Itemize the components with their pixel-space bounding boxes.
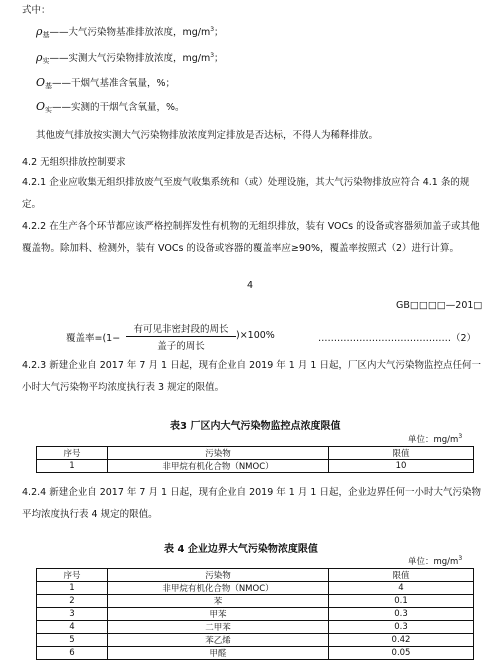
table-header-row xyxy=(37,447,474,460)
table3-caption: 表3 厂区内大气污染物监控点浓度限值 xyxy=(170,421,341,432)
table-row xyxy=(37,634,474,647)
table3 xyxy=(36,446,474,473)
table-row xyxy=(37,647,474,660)
table-cell: 1 xyxy=(37,582,108,595)
table-row xyxy=(37,460,474,473)
table4-unit: 单位：$mg/m^3$ xyxy=(408,555,463,567)
table-row xyxy=(37,582,474,595)
definition-superscript: 3 xyxy=(210,26,215,33)
table-cell: 苯 xyxy=(108,595,329,608)
table-header-cell: 限值 xyxy=(329,569,474,582)
definition-symbol: ρ xyxy=(36,51,43,64)
definition-o-measured xyxy=(36,99,185,115)
table-cell: 0.3 xyxy=(329,621,474,634)
definition-tail: ； xyxy=(214,53,224,64)
definition-subscript: 实 xyxy=(45,106,53,114)
paragraph-4-2-1: 4.2.1 企业应收集无组织排放废气至废气收集系统和（或）处理设施，其大气污染物排放应符合 4.1 条的规定。 xyxy=(22,177,470,210)
paragraph-4-2-2: 4.2.2 在生产各个环节都应该严格控制挥发性有机物的无组织排放，装有 VOCs 的设备或容器须加盖子或其他覆盖物。除加料、检测外，装有 VOCs 的设备或容器的覆盖率应≥90%，覆盖率按照式（2）进行计算。 xyxy=(22,221,480,254)
table-cell: 二甲苯 xyxy=(108,621,329,634)
dilution-note: 其他废气排放按实测大气污染物排放浓度判定排放是否达标，不得人为稀释排放。 xyxy=(36,130,379,141)
table-cell: 非甲烷有机化合物（NMOC） xyxy=(108,460,329,473)
formula-denominator: 盖子的周长 xyxy=(157,341,205,352)
definition-subscript: 基 xyxy=(42,31,50,39)
table-row xyxy=(37,595,474,608)
table4 xyxy=(36,568,474,660)
table-cell: 2 xyxy=(37,595,108,608)
table-cell: 0.3 xyxy=(329,608,474,621)
table-cell: 5 xyxy=(37,634,108,647)
definition-subscript: 基 xyxy=(45,82,53,90)
table-cell: 1 xyxy=(37,460,108,473)
table-cell: 0.1 xyxy=(329,595,474,608)
table-cell: 0.42 xyxy=(329,634,474,647)
table-cell: 苯乙烯 xyxy=(108,634,329,647)
table-header-cell: 污染物 xyxy=(108,447,329,460)
table-cell: 6 xyxy=(37,647,108,660)
table-cell: 3 xyxy=(37,608,108,621)
formula-fraction xyxy=(126,321,236,352)
table-row xyxy=(37,621,474,634)
table-cell: 甲苯 xyxy=(108,608,329,621)
formula-rhs: )×100% xyxy=(236,330,275,341)
table3-unit: 单位：$mg/m^3$ xyxy=(408,433,463,445)
definition-symbol: O xyxy=(36,100,46,113)
table-cell: 4 xyxy=(37,621,108,634)
paragraph-4-2-3: 4.2.3 新建企业自 2017 年 7 月 1 日起，现有企业自 2019 年 1 月 1 日起，厂区内大气污染物监控点任何一小时大气污染物平均浓度执行表 3 规定的限值。 xyxy=(22,360,481,393)
definition-o-base xyxy=(36,75,175,91)
table-header-cell: 污染物 xyxy=(108,569,329,582)
table-cell: 甲醛 xyxy=(108,647,329,660)
table-header-cell: 限值 xyxy=(329,447,474,460)
table-cell: 非甲烷有机化合物（NMOC） xyxy=(108,582,329,595)
definition-text: ——大气污染物基准排放浓度，mg/m xyxy=(49,27,211,38)
definition-symbol: O xyxy=(36,76,46,89)
definition-rho-measured xyxy=(36,50,224,66)
table-header-cell: 序号 xyxy=(37,447,108,460)
definition-rho-base xyxy=(36,24,224,40)
table-row xyxy=(37,608,474,621)
definition-symbol: ρ xyxy=(36,25,43,38)
definition-tail: ； xyxy=(214,27,224,38)
definition-superscript: 3 xyxy=(210,52,215,59)
table-cell: 4 xyxy=(329,582,474,595)
formula-legend-intro: 式中： xyxy=(22,5,51,16)
formula-lhs: 覆盖率=(1− xyxy=(66,333,121,344)
document-code: GB□□□□—201□ xyxy=(396,300,483,311)
definition-text: ——实测的干烟气含氧量，%。 xyxy=(52,102,185,113)
table-cell: 0.05 xyxy=(329,647,474,660)
definition-text: ——实测大气污染物排放浓度，mg/m xyxy=(49,53,211,64)
definition-text: ——干烟气基准含氧量，%； xyxy=(52,78,176,89)
table-header-row xyxy=(37,569,474,582)
table-header-cell: 序号 xyxy=(37,569,108,582)
definition-subscript: 实 xyxy=(42,57,50,65)
formula-numerator: 有可见非密封段的周长 xyxy=(126,321,236,337)
formula-equation-number: ……………………………………（2） xyxy=(318,333,477,344)
paragraph-4-2-4: 4.2.4 新建企业自 2017 年 7 月 1 日起，现有企业自 2019 年 1 月 1 日起，企业边界任何一小时大气污染物平均浓度执行表 4 规定的限值。 xyxy=(22,487,481,520)
section-heading-4-2: 4.2 无组织排放控制要求 xyxy=(22,157,126,168)
table4-caption: 表 4 企业边界大气污染物浓度限值 xyxy=(164,544,318,555)
table-cell: 10 xyxy=(329,460,474,473)
page-number: 4 xyxy=(247,280,254,291)
